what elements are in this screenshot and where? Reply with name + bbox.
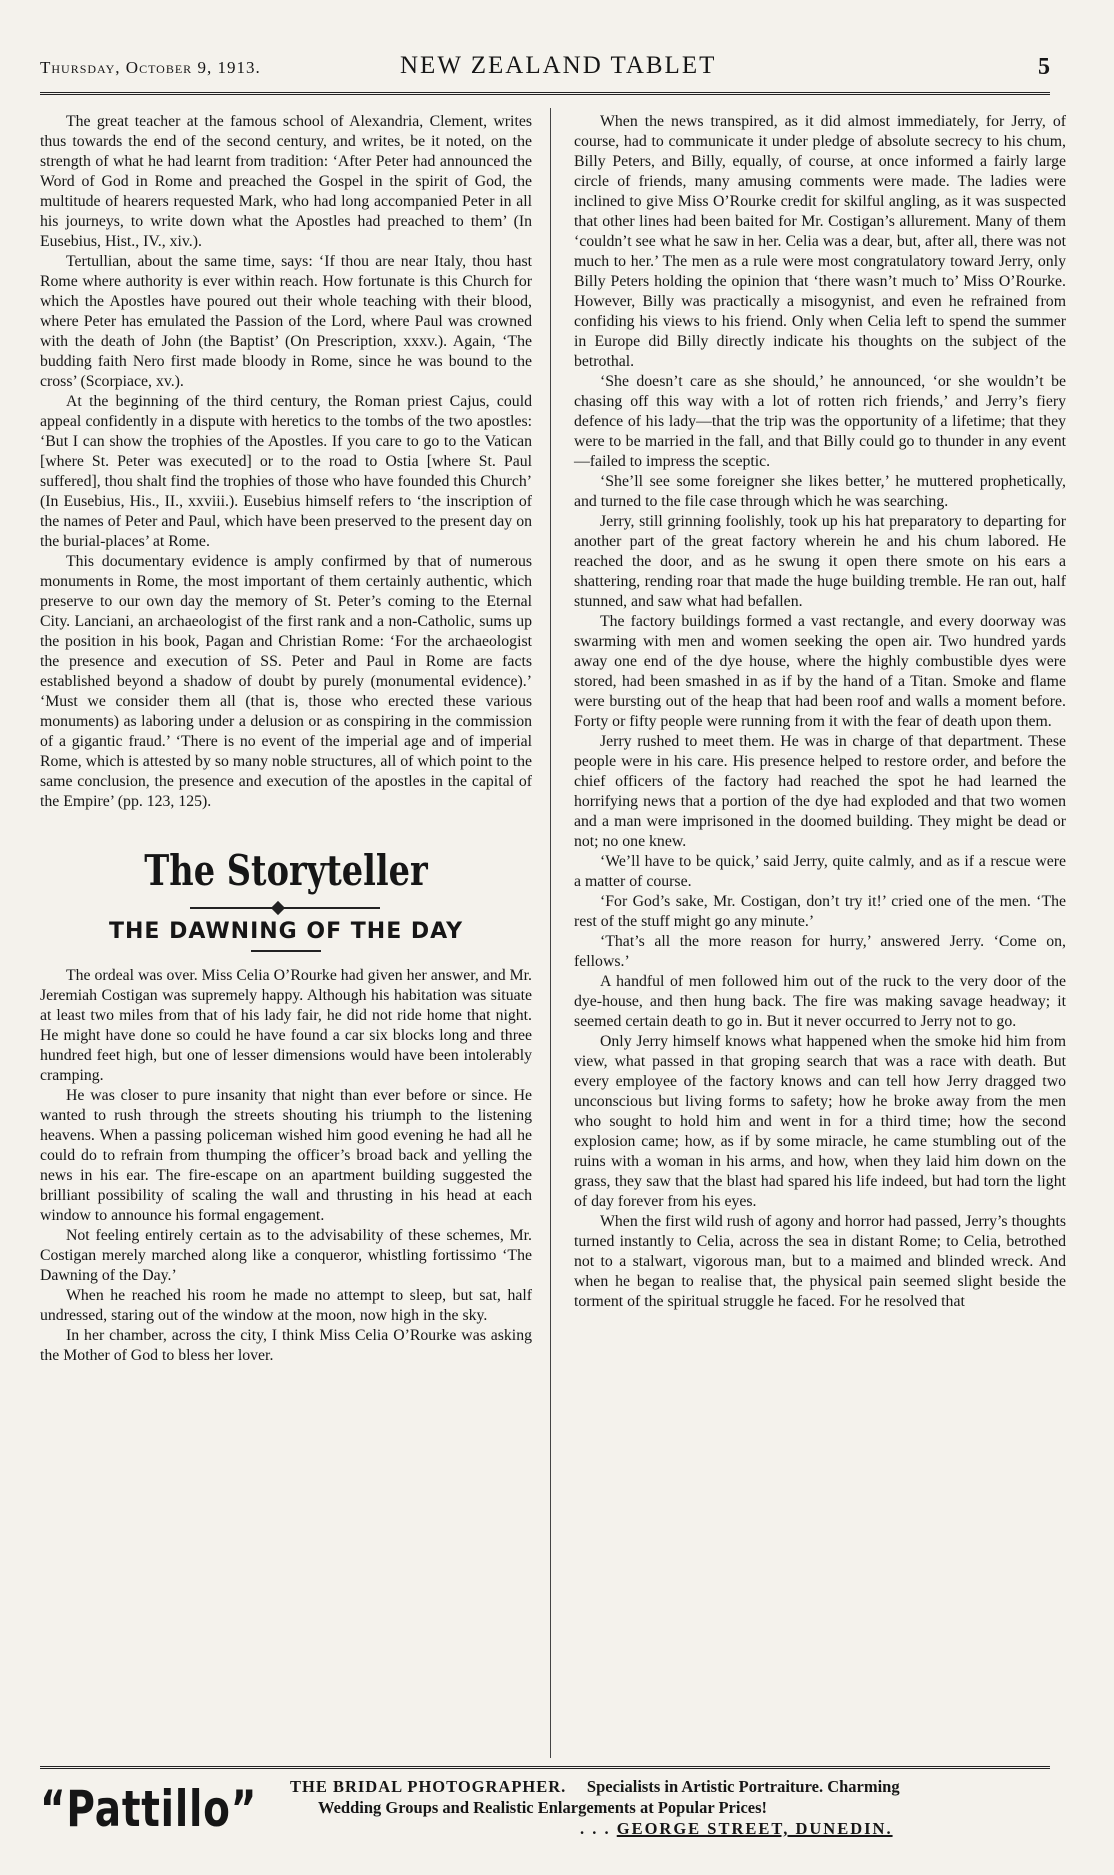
ad-specialty: Specialists in Artistic Portraiture. Charming [586,1777,900,1796]
ad-address-line [290,1818,1050,1839]
paragraph: Jerry rushed to meet them. He was in charge of that department. These people were in his care. His presence helped to restore order, and before the chief officers of the factory had reached the spot he had learned the horrifying news that a portion of the dye had exploded and that two women and a man were imprisoned in the doomed building. They might be dead or not; no one knew. [574,733,1066,850]
paragraph: A handful of men followed him out of the ruck to the very door of the dye-house, and then hung back. The fire was making savage headway; it seemed certain death to go in. But it never occurred to Jerry not to go. [574,973,1066,1030]
paragraph: Jerry, still grinning foolishly, took up his hat preparatory to departing for another part of the great factory wherein he and his chum labored. He reached the door, and as he swung it open there smote on his ears a shattering, rending roar that made the huge building tremble. He ran out, half stunned, and saw what had befallen. [574,513,1066,610]
ad-dots: . . . [580,1819,611,1838]
section-title: The Storyteller [144,846,428,895]
ad-headline: THE BRIDAL PHOTOGRAPHER. [290,1777,567,1796]
paragraph: The great teacher at the famous school of Alexandria, Clement, writes thus towards the end of the second century, and writes, be it noted, on the strength of what he had learnt from tradition: ‘After Peter had announced the Word of God in Rome and preached the Gospel in the spirit of God, the multitude of hearers requested Mark, who had long accompanied Peter in all his journeys, to write down what the Apostles had preached to them’ (In Eusebius, Hist., IV., xiv.). [40,113,532,250]
ad-address: GEORGE STREET, DUNEDIN. [616,1819,893,1838]
masthead-title: NEW ZEALAND TABLET [400,52,717,79]
paragraph: ‘For God’s sake, Mr. Costigan, don’t try it!’ cried one of the men. ‘The rest of the stuff might go any minute.’ [574,893,1066,930]
short-rule [251,950,321,952]
paragraph: ‘That’s all the more reason for hurry,’ answered Jerry. ‘Come on, fellows.’ [574,933,1066,970]
paragraph: Tertullian, about the same time, says: ‘If thou are near Italy, thou hast Rome where authority is ever within reach. How fortunate is this Church for which the Apostles have poured out their whole teaching with their blood, where Peter has emulated the Passion of the Lord, where Paul was crowned with the death of John (the Baptist’ (On Prescription, xxxv.). Again, ‘The budding faith Nero first made bloody in Rome, since he was bound to the cross’ (Scorpiace, xv.). [40,253,532,390]
story-paragraph: Not feeling entirely certain as to the advisability of these schemes, Mr. Costigan merely marched along like a conqueror, whistling fortissimo ‘The Dawning of the Day.’ [40,1227,532,1284]
ad-line [290,1776,1050,1797]
issue-date: Thursday, October 9, 1913. [40,58,261,77]
ad-text [290,1776,1050,1839]
paragraph: This documentary evidence is amply confirmed by that of numerous monuments in Rome, the most important of them certainly authentic, which preserve to our own day the memory of St. Peter’s coming to the Eternal City. Lanciani, an archaeologist of the first rank and a non-Catholic, sums up the position in his book, Pagan and Christian Rome: ‘For the archaeologist the presence and execution of SS. Peter and Paul in Rome are facts established beyond a shadow of doubt by purely (monumental evidence).’ ‘Must we consider them all (that is, those who erected these various monuments) as laboring under a delusion or as conspiring in the commission of a gigantic fraud.’ ‘There is no event of the imperial age and of imperial Rome, which is attested by so many noble structures, all of which point to the same conclusion, the presence and execution of the apostles in the capital of the Empire’ (pp. 123, 125). [40,553,532,810]
paragraph: ‘We’ll have to be quick,’ said Jerry, quite calmly, and as if a rescue were a matter of course. [574,853,1066,890]
paragraph: Only Jerry himself knows what happened when the smoke hid him from view, what passed in that groping search that was a race with death. But every employee of the factory knows and can tell how Jerry dragged two unconscious but living forms to safety; how he broke away from the men who sought to hold him and went in for a third time; how the second explosion came; how, as if by some miracle, he came stumbling out of the ruins with a woman in his arms, and how, when they laid him down on the grass, they saw that the blast had spared his life indeed, but had torn the light of day forever from his eyes. [574,1033,1066,1210]
right-column [574,112,1066,1312]
left-column [40,112,532,1366]
story-paragraph: In her chamber, across the city, I think Miss Celia O’Rourke was asking the Mother of God to bless her lover. [40,1327,532,1364]
story-title: THE DAWNING OF THE DAY [108,919,463,944]
page-number: 5 [1038,54,1050,80]
paragraph: ‘She’ll see some foreigner she likes better,’ he muttered prophetically, and turned to the file case through which he was searching. [574,473,1066,510]
story-paragraph: When he reached his room he made no attempt to sleep, but sat, half undressed, staring out of the window at the moon, now high in the sky. [40,1287,532,1324]
ad-line: Wedding Groups and Realistic Enlargements at Popular Prices! [318,1798,768,1817]
paragraph: When the first wild rush of agony and horror had passed, Jerry’s thoughts turned instantly to Celia, across the sea in distant Rome; to Celia, betrothed not to a stalwart, vigorous man, but to a maimed and blinded wreck. And when he began to realise that, the physical pain seemed slight beside the torment of the spiritual struggle he faced. For he resolved that [574,1213,1066,1310]
paragraph: When the news transpired, as it did almost immediately, for Jerry, of course, had to communicate it under pledge of absolute secrecy to his chum, Billy Peters, and Billy, equally, of course, at once informed a fairly large circle of friends, many amusing comments were made. The ladies were inclined to give Miss O’Rourke credit for skilful angling, as it was suspected that other lines had been baited for Mr. Costigan’s allurement. Many of them ‘couldn’t see what he saw in her. Celia was a dear, but, after all, there was not much to her.’ The men as a rule were most congratulatory toward Jerry, only Billy Peters holding the opinion that ‘there wasn’t much to’ Miss O’Rourke. However, Billy was practically a misogynist, and even he refrained from confiding his views to his friend. Only when Celia left to spend the summer in Europe did Billy directly indicate his thoughts on the subject of the betrothal. [574,113,1066,370]
paragraph: The factory buildings formed a vast rectangle, and every doorway was swarming with men and women seeking the open air. Two hundred yards away one end of the dye house, where the highly combustible dyes were stored, had been smashed in as if by the hand of a Titan. Smoke and flame were bursting out of the heap that had been roof and walls a moment before. Forty or fifty people were running from it with the fear of death upon them. [574,613,1066,730]
advertiser-name: “Pattillo” [40,1780,258,1838]
page-header [40,52,1050,95]
story-paragraph: The ordeal was over. Miss Celia O’Rourke had given her answer, and Mr. Jeremiah Costigan was supremely happy. Although his habitation was situate at least two miles from that of his lady fair, he did not ride home that night. He might have done so could he have found a car six blocks long and three hundred feet high, but one of lesser dimensions would have been intolerably cramping. [40,967,532,1084]
paragraph: At the beginning of the third century, the Roman priest Cajus, could appeal confidently in a dispute with heretics to the tombs of the two apostles: ‘But I can show the trophies of the Apostles. If you care to go to the Vatican [where St. Peter was executed] or to the road to Ostia [where St. Paul suffered], thou shalt find the trophies of those who have founded this Church’ (In Eusebius, His., II., xxviii.). Eusebius himself refers to ‘the inscription of the names of Peter and Paul, which have been preserved to the present day on the burial-places’ at Rome. [40,393,532,550]
paragraph: ‘She doesn’t care as she should,’ he announced, ‘or she wouldn’t be chasing off this way with a lot of rotten rich friends,’ and Jerry’s fiery defence of his lady—that the trip was the opportunity of a lifetime; that they were to be married in the fall, and that Billy could go to thunder in any event—failed to impress the sceptic. [574,373,1066,470]
story-paragraph: He was closer to pure insanity that night than ever before or since. He wanted to rush through the streets shouting his triumph to the listening heavens. When a passing policeman wished him good evening he had all he could do to refrain from thumping the officer’s broad back and yelling the news in his ear. The fire-escape on an apartment building suggested the brilliant possibility of scaling the wall and thrusting in his head at each window to announce his formal engagement. [40,1087,532,1224]
footer-rule [40,1766,1050,1769]
ornament-divider [40,900,532,916]
advertisement [40,1776,1050,1856]
column-divider [550,108,551,1758]
